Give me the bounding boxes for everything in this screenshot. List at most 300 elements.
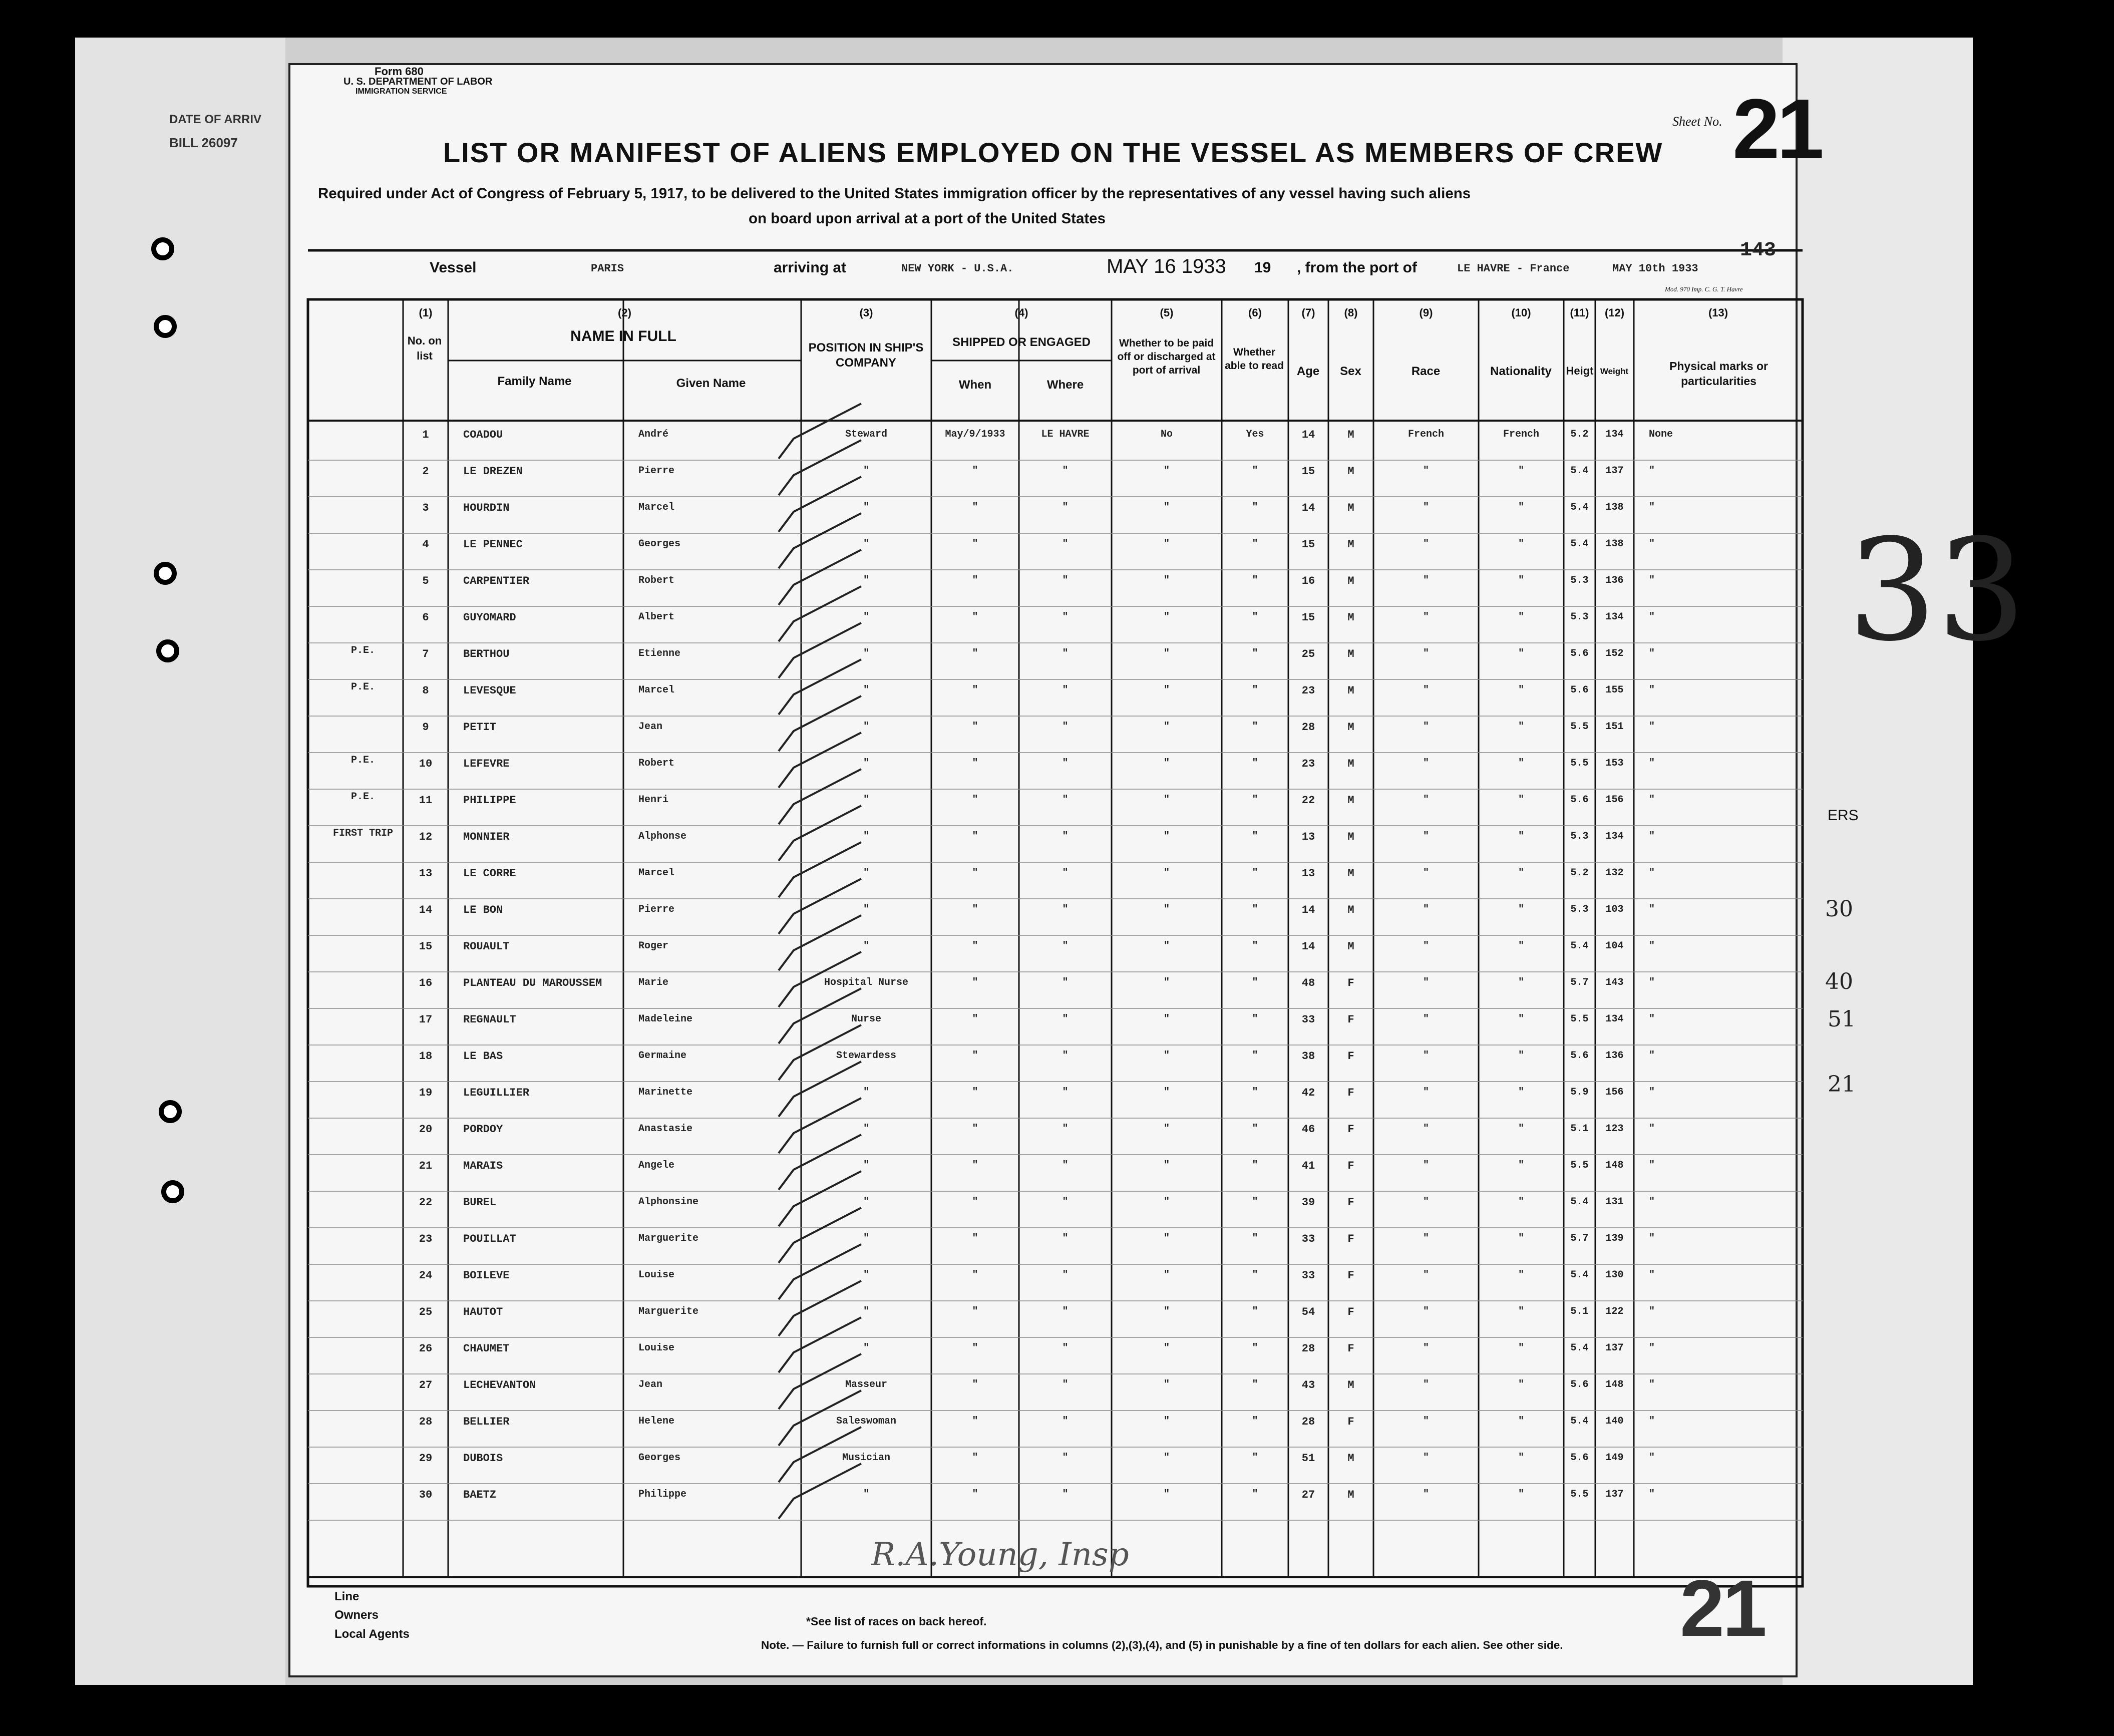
read-cell: " [1252,465,1258,477]
read-cell: " [1252,1269,1258,1281]
no-cell: 25 [419,1306,433,1318]
nationality-cell: " [1518,794,1524,806]
race-cell: " [1423,1306,1429,1317]
position-cell: " [863,1196,869,1208]
when-cell: " [972,502,978,513]
sex-cell: F [1347,1013,1354,1026]
where-cell: " [1062,1489,1069,1500]
height-cell: 5.4 [1570,1342,1589,1354]
sex-cell: M [1347,867,1354,880]
age-cell: 33 [1301,1269,1315,1282]
margin-handwritten-number: 33 [1848,509,2026,672]
header-height: Heigt [1566,365,1594,377]
read-cell: " [1252,1087,1258,1098]
race-cell: French [1407,429,1444,440]
header-when: When [958,378,992,392]
family-name-cell: LEGUILLIER [463,1087,530,1099]
marks-cell: " [1649,1050,1655,1062]
weight-cell: 104 [1605,940,1624,952]
family-name-cell: REGNAULT [463,1013,516,1026]
paid-off-cell: " [1163,1306,1170,1317]
weight-cell: 148 [1605,1379,1624,1391]
sex-cell: F [1347,1050,1354,1063]
no-cell: 28 [419,1416,433,1428]
position-cell: " [863,1160,869,1171]
given-name-cell: Louise [638,1342,675,1354]
marks-cell: " [1649,684,1655,696]
where-cell: " [1062,1269,1069,1281]
paid-off-cell: " [1163,684,1170,696]
given-name-cell: André [638,429,669,440]
weight-cell: 138 [1605,502,1624,513]
header-weight: Weight [1600,367,1629,376]
race-cell: " [1423,611,1429,623]
paid-off-cell: " [1163,1269,1170,1281]
where-cell: " [1062,1342,1069,1354]
read-cell: " [1252,1233,1258,1244]
weight-cell: 149 [1605,1452,1624,1464]
where-cell: " [1062,648,1069,659]
no-cell: 21 [419,1160,433,1172]
weight-cell: 155 [1605,684,1624,696]
no-cell: 19 [419,1087,433,1099]
weight-cell: 130 [1605,1269,1624,1281]
paid-off-cell: " [1163,794,1170,806]
sex-cell: M [1347,1379,1354,1392]
column-number: (3) [859,306,873,319]
no-cell: 17 [419,1013,433,1026]
when-cell: " [972,794,978,806]
paid-off-cell: " [1163,1013,1170,1025]
age-cell: 22 [1301,794,1315,807]
marks-cell: " [1649,1416,1655,1427]
where-cell: " [1062,867,1069,879]
family-name-cell: LE PENNEC [463,538,523,551]
read-cell: " [1252,831,1258,842]
paid-off-cell: " [1163,940,1170,952]
family-name-cell: LE CORRE [463,867,516,880]
read-cell: " [1252,1489,1258,1500]
position-cell: Masseur [845,1379,887,1391]
nationality-cell: " [1518,1342,1524,1354]
nationality-cell: " [1518,648,1524,659]
read-cell: " [1252,794,1258,806]
column-number: (7) [1301,306,1315,319]
family-name-cell: LE BON [463,904,503,916]
family-name-cell: DUBOIS [463,1452,503,1465]
given-name-cell: Madeleine [638,1013,693,1025]
height-cell: 5.5 [1570,721,1589,733]
age-cell: 15 [1301,611,1315,624]
given-name-cell: Louise [638,1269,675,1281]
read-cell: " [1252,1196,1258,1208]
position-cell: " [863,1123,869,1135]
marks-cell: " [1649,1013,1655,1025]
weight-cell: 131 [1605,1196,1624,1208]
age-cell: 42 [1301,1087,1315,1099]
given-name-cell: Pierre [638,465,675,477]
given-name-cell: Anastasie [638,1123,693,1135]
header-where: Where [1046,378,1084,392]
nationality-cell: " [1518,904,1524,915]
height-cell: 5.4 [1570,1269,1589,1281]
race-cell: " [1423,1087,1429,1098]
family-name-cell: GUYOMARD [463,611,516,624]
given-name-cell: Marie [638,977,669,988]
family-name-cell: COADOU [463,429,503,441]
where-cell: " [1062,575,1069,586]
where-cell: " [1062,904,1069,915]
position-cell: " [863,684,869,696]
paid-off-cell: " [1163,1087,1170,1098]
where-cell: " [1062,1233,1069,1244]
sex-cell: M [1347,575,1354,587]
position-cell: " [863,611,869,623]
race-cell: " [1423,1489,1429,1500]
age-cell: 16 [1301,575,1315,587]
weight-cell: 134 [1605,1013,1624,1025]
margin-fragment-3: 40 [1825,969,1853,994]
column-number: (13) [1708,306,1728,319]
when-cell: " [972,904,978,915]
sex-cell: F [1347,1196,1354,1209]
family-name-cell: ROUAULT [463,940,510,953]
paid-off-cell: " [1163,1452,1170,1464]
header-age: Age [1296,365,1320,378]
weight-cell: 134 [1605,831,1624,842]
when-cell: " [972,465,978,477]
sex-cell: F [1347,1342,1354,1355]
where-cell: " [1062,1050,1069,1062]
age-cell: 13 [1301,867,1315,880]
header-sex: Sex [1340,365,1361,378]
read-cell: " [1252,648,1258,659]
given-name-cell: Marcel [638,867,675,879]
position-cell: " [863,465,869,477]
height-cell: 5.2 [1570,867,1589,879]
inspector-signature: R.A.Young, Insp [871,1536,1129,1573]
position-cell: " [863,758,869,769]
where-cell: " [1062,611,1069,623]
nationality-cell: " [1518,1452,1524,1464]
nationality-cell: " [1518,575,1524,586]
note-cell: P.E. [350,681,375,693]
arrival-port: NEW YORK - U.S.A. [901,262,1014,275]
note-cell: P.E. [350,791,375,803]
bottom-sheet-number: 21 [1680,1563,1765,1653]
paid-off-cell: " [1163,648,1170,659]
position-cell: " [863,502,869,513]
sex-cell: M [1347,429,1354,441]
marks-cell: " [1649,831,1655,842]
subtitle-line-1: Required under Act of Congress of February 5, 1917, to be delivered to the United States immigration officer by the representatives of any vessel having such aliens [318,185,1471,202]
race-cell: " [1423,867,1429,879]
nationality-cell: " [1518,1416,1524,1427]
nationality-cell: " [1518,758,1524,769]
read-cell: " [1252,575,1258,586]
marks-cell: " [1649,465,1655,477]
where-cell: " [1062,1306,1069,1317]
marks-cell: " [1649,538,1655,550]
height-cell: 5.4 [1570,465,1589,477]
position-cell: Hospital Nurse [824,977,909,988]
departure-port: LE HAVRE - France [1457,262,1570,275]
departure-date: MAY 10th 1933 [1612,262,1698,275]
marks-cell: " [1649,1123,1655,1135]
header-name-in-full: NAME IN FULL [570,328,676,344]
read-cell: " [1252,758,1258,769]
read-cell: " [1252,502,1258,513]
paid-off-cell: " [1163,904,1170,915]
age-cell: 15 [1301,465,1315,478]
paid-off-cell: " [1163,721,1170,733]
height-cell: 5.1 [1570,1306,1589,1317]
column-number: (4) [1014,306,1028,319]
race-cell: " [1423,1233,1429,1244]
race-cell: " [1423,758,1429,769]
position-cell: " [863,831,869,842]
marks-cell: " [1649,940,1655,952]
paid-off-cell: " [1163,831,1170,842]
where-cell: " [1062,1160,1069,1171]
age-cell: 14 [1301,940,1315,953]
footer-line-label: Line [334,1590,360,1603]
height-cell: 5.4 [1570,502,1589,513]
given-name-cell: Roger [638,940,669,952]
weight-cell: 136 [1605,575,1624,586]
paid-off-cell: No [1160,429,1173,440]
given-name-cell: Marcel [638,684,675,696]
race-cell: " [1423,977,1429,988]
when-cell: " [972,1050,978,1062]
when-cell: " [972,758,978,769]
where-cell: " [1062,465,1069,477]
race-cell: " [1423,831,1429,842]
column-number: (11) [1570,306,1589,319]
given-name-cell: Alphonse [638,831,687,842]
given-name-cell: Robert [638,758,675,769]
race-cell: " [1423,1452,1429,1464]
family-name-cell: CARPENTIER [463,575,530,587]
family-name-cell: PETIT [463,721,497,734]
age-cell: 39 [1301,1196,1315,1209]
when-cell: " [972,977,978,988]
column-number: (9) [1419,306,1433,319]
given-name-cell: Georges [638,1452,681,1464]
when-cell: " [972,1123,978,1135]
paid-off-cell: " [1163,867,1170,879]
height-cell: 5.4 [1570,940,1589,952]
paid-off-cell: " [1163,758,1170,769]
nationality-cell: " [1518,1087,1524,1098]
paid-off-cell: " [1163,1196,1170,1208]
where-cell: " [1062,538,1069,550]
paid-off-cell: " [1163,1123,1170,1135]
nationality-cell: " [1518,867,1524,879]
where-cell: " [1062,794,1069,806]
sex-cell: M [1347,1452,1354,1465]
column-number: (1) [419,306,433,319]
no-cell: 20 [419,1123,433,1136]
family-name-cell: HAUTOT [463,1306,503,1318]
where-cell: " [1062,721,1069,733]
race-cell: " [1423,1269,1429,1281]
when-cell: " [972,684,978,696]
age-cell: 27 [1301,1489,1315,1501]
paid-off-cell: " [1163,1233,1170,1244]
weight-cell: 156 [1605,794,1624,806]
position-cell: " [863,575,869,586]
marks-cell: " [1649,1160,1655,1171]
sex-cell: F [1347,1123,1354,1136]
column-number: (6) [1248,306,1262,319]
position-cell: " [863,904,869,915]
no-cell: 22 [419,1196,433,1209]
nationality-cell: " [1518,1013,1524,1025]
family-name-cell: PLANTEAU DU MAROUSSEM [463,977,602,989]
position-cell: " [863,1489,869,1500]
position-cell: Nurse [851,1013,881,1025]
no-cell: 10 [419,758,433,770]
when-cell: " [972,648,978,659]
nationality-cell: " [1518,1269,1524,1281]
marks-cell: " [1649,648,1655,659]
sex-cell: F [1347,1416,1354,1428]
note-cell: P.E. [350,645,375,656]
position-cell: " [863,1087,869,1098]
given-name-cell: Robert [638,575,675,586]
read-cell: " [1252,904,1258,915]
nationality-cell: " [1518,1306,1524,1317]
paid-off-cell: " [1163,538,1170,550]
race-cell: " [1423,502,1429,513]
races-footnote: *See list of races on back hereof. [806,1615,987,1628]
where-cell: " [1062,758,1069,769]
family-name-cell: LECHEVANTON [463,1379,536,1392]
sex-cell: M [1347,611,1354,624]
when-cell: " [972,575,978,586]
sex-cell: F [1347,1233,1354,1245]
where-cell: " [1062,1452,1069,1464]
age-cell: 25 [1301,648,1315,660]
weight-cell: 140 [1605,1416,1624,1427]
column-number: (10) [1511,306,1531,319]
where-cell: " [1062,684,1069,696]
family-name-cell: POUILLAT [463,1233,516,1245]
read-cell: " [1252,940,1258,952]
sex-cell: M [1347,758,1354,770]
weight-cell: 139 [1605,1233,1624,1244]
sex-cell: M [1347,1489,1354,1501]
header-nationality: Nationality [1490,365,1552,378]
where-cell: " [1062,977,1069,988]
header-able-to-read: Whether able to read [1225,346,1284,372]
marks-cell: " [1649,1379,1655,1391]
nationality-cell: " [1518,684,1524,696]
sex-cell: M [1347,538,1354,551]
where-cell: " [1062,1013,1069,1025]
no-cell: 4 [422,538,429,551]
height-cell: 5.3 [1570,575,1589,586]
header-position: POSITION IN SHIP'S COMPANY [808,341,924,370]
where-cell: " [1062,1416,1069,1427]
given-name-cell: Germaine [638,1050,687,1062]
sex-cell: F [1347,1160,1354,1172]
weight-cell: 132 [1605,867,1624,879]
when-cell: " [972,721,978,733]
read-cell: " [1252,538,1258,550]
position-cell: " [863,940,869,952]
year-label: 19 [1254,259,1271,276]
nationality-cell: " [1518,1123,1524,1135]
nationality-cell: " [1518,611,1524,623]
height-cell: 5.6 [1570,1452,1589,1464]
read-cell: " [1252,684,1258,696]
height-cell: 5.5 [1570,1160,1589,1171]
paid-off-cell: " [1163,1050,1170,1062]
vessel-name: PARIS [591,262,624,275]
family-name-cell: LE DREZEN [463,465,523,478]
sex-cell: M [1347,502,1354,514]
height-cell: 5.5 [1570,1013,1589,1025]
nationality-cell: " [1518,1196,1524,1208]
marks-cell: " [1649,1233,1655,1244]
sex-cell: M [1347,465,1354,478]
marks-cell: " [1649,977,1655,988]
marks-cell: " [1649,904,1655,915]
weight-cell: 134 [1605,611,1624,623]
read-cell: " [1252,611,1258,623]
position-cell: " [863,867,869,879]
given-name-cell: Henri [638,794,669,806]
given-name-cell: Marinette [638,1087,693,1098]
position-cell: Stewardess [836,1050,897,1062]
height-cell: 5.7 [1570,977,1589,988]
paid-off-cell: " [1163,1489,1170,1500]
given-name-cell: Pierre [638,904,675,915]
paid-off-cell: " [1163,502,1170,513]
paid-off-cell: " [1163,575,1170,586]
weight-cell: 148 [1605,1160,1624,1171]
where-cell: " [1062,502,1069,513]
family-name-cell: PHILIPPE [463,794,516,807]
height-cell: 5.1 [1570,1123,1589,1135]
nationality-cell: " [1518,1050,1524,1062]
no-cell: 6 [422,611,429,624]
when-cell: " [972,1196,978,1208]
read-cell: " [1252,1123,1258,1135]
weight-cell: 134 [1605,429,1624,440]
header-physical-marks: Physical marks or particularities [1669,360,1768,388]
race-cell: " [1423,721,1429,733]
age-cell: 51 [1301,1452,1315,1465]
height-cell: 5.6 [1570,648,1589,659]
position-cell: " [863,794,869,806]
weight-cell: 137 [1605,465,1624,477]
family-name-cell: MONNIER [463,831,510,843]
weight-cell: 136 [1605,1050,1624,1062]
when-cell: " [972,1416,978,1427]
no-cell: 18 [419,1050,433,1063]
family-name-cell: LE BAS [463,1050,503,1063]
given-name-cell: Alphonsine [638,1196,699,1208]
arrival-stamp-fragment: DATE OF ARRIV [169,113,261,126]
note-cell: FIRST TRIP [332,828,394,839]
no-cell: 13 [419,867,433,880]
paid-off-cell: " [1163,977,1170,988]
marks-cell: " [1649,721,1655,733]
when-cell: " [972,1269,978,1281]
